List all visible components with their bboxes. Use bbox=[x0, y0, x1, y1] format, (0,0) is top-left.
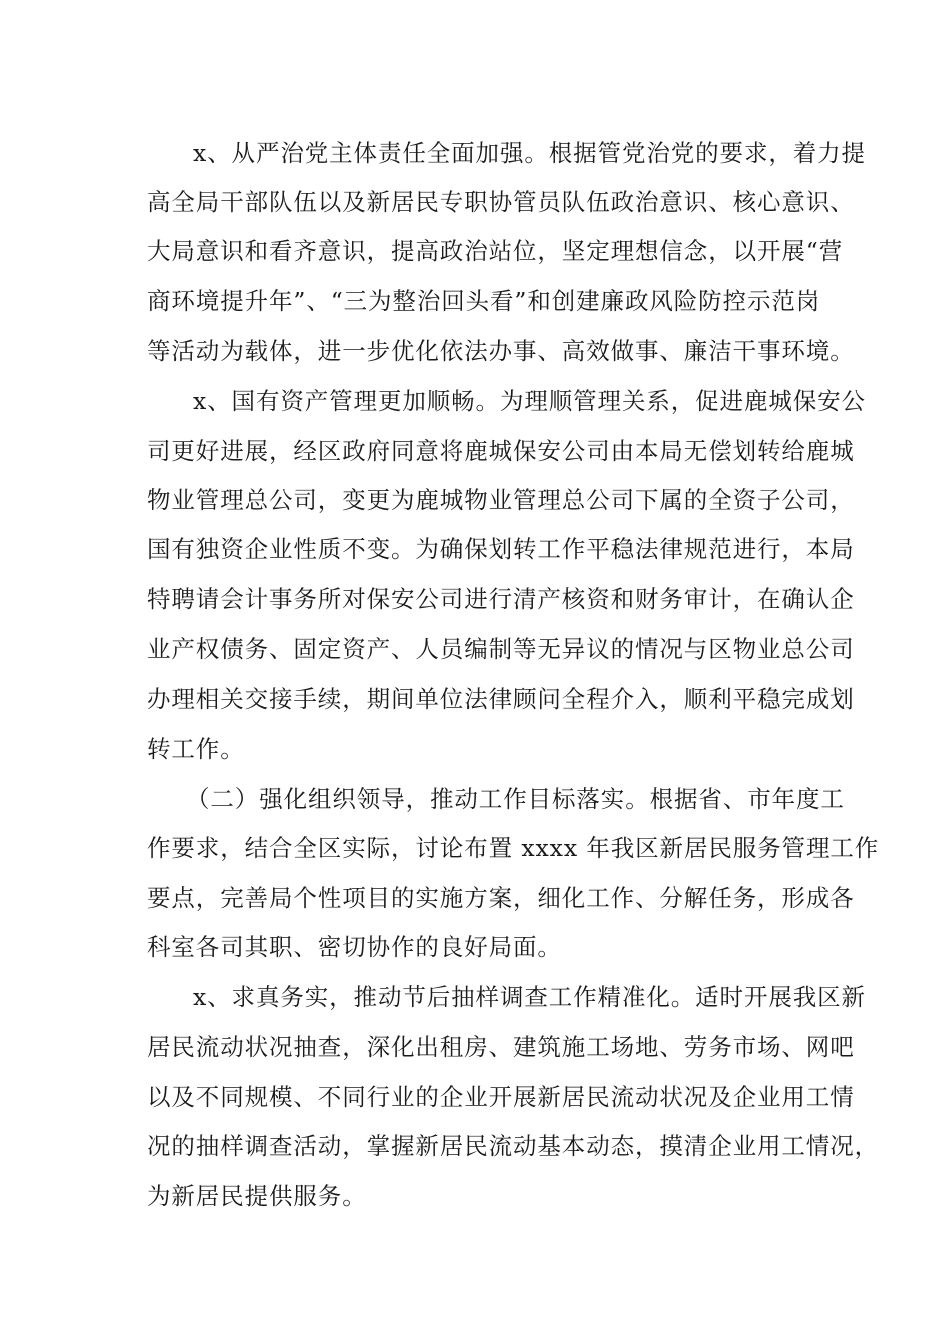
paragraph-2-line-2: 司更好进展，经区政府同意将鹿城保安公司由本局无偿划转给鹿城 bbox=[147, 437, 855, 465]
paragraph-2-line-1: x、国有资产管理更加顺畅。为理顺管理关系，促进鹿城保安公 bbox=[193, 387, 866, 415]
paragraph-1-line-2: 高全局干部队伍以及新居民专职协管员队伍政治意识、核心意识、 bbox=[147, 188, 855, 216]
paragraph-3-line-1: （二）强化组织领导，推动工作目标落实。根据省、市年度工 bbox=[186, 785, 845, 813]
paragraph-2-line-8: 转工作。 bbox=[147, 735, 245, 763]
paragraph-2-line-4: 国有独资企业性质不变。为确保划转工作平稳法律规范进行，本局 bbox=[147, 535, 855, 563]
paragraph-1-line-5: 等活动为载体，进一步优化依法办事、高效做事、廉洁干事环境。 bbox=[147, 337, 855, 365]
paragraph-3-line-3: 要点，完善局个性项目的实施方案，细化工作、分解任务，形成各 bbox=[147, 884, 855, 912]
paragraph-1-line-1: x、从严治党主体责任全面加强。根据管党治党的要求，着力提 bbox=[193, 139, 866, 167]
paragraph-2-line-5: 特聘请会计事务所对保安公司进行清产核资和财务审计，在确认企 bbox=[147, 585, 855, 613]
paragraph-1-line-4: 商环境提升年”、“三为整治回头看”和创建廉政风险防控示范岗 bbox=[147, 287, 821, 315]
paragraph-4-line-5: 为新居民提供服务。 bbox=[147, 1182, 367, 1210]
paragraph-2-line-3: 物业管理总公司，变更为鹿城物业管理总公司下属的全资子公司， bbox=[147, 486, 855, 514]
paragraph-4-line-1: x、求真务实，推动节后抽样调查工作精准化。适时开展我区新 bbox=[193, 983, 866, 1011]
paragraph-1-line-3: 大局意识和看齐意识，提高政治站位，坚定理想信念，以开展“营 bbox=[147, 237, 844, 265]
paragraph-4-line-2: 居民流动状况抽查，深化出租房、建筑施工场地、劳务市场、网吧 bbox=[147, 1033, 855, 1061]
paragraph-2-line-6: 业产权债务、固定资产、人员编制等无异议的情况与区物业总公司 bbox=[147, 635, 855, 663]
paragraph-4-line-4: 况的抽样调查活动，掌握新居民流动基本动态，摸清企业用工情况， bbox=[147, 1132, 879, 1160]
paragraph-3-line-4: 科室各司其职、密切协作的良好局面。 bbox=[147, 933, 562, 961]
paragraph-2-line-7: 办理相关交接手续，期间单位法律顾问全程介入，顺利平稳完成划 bbox=[147, 685, 855, 713]
paragraph-3-line-2: 作要求，结合全区实际，讨论布置 xxxx 年我区新居民服务管理工作 bbox=[147, 834, 880, 862]
paragraph-4-line-3: 以及不同规模、不同行业的企业开展新居民流动状况及企业用工情 bbox=[147, 1083, 855, 1111]
